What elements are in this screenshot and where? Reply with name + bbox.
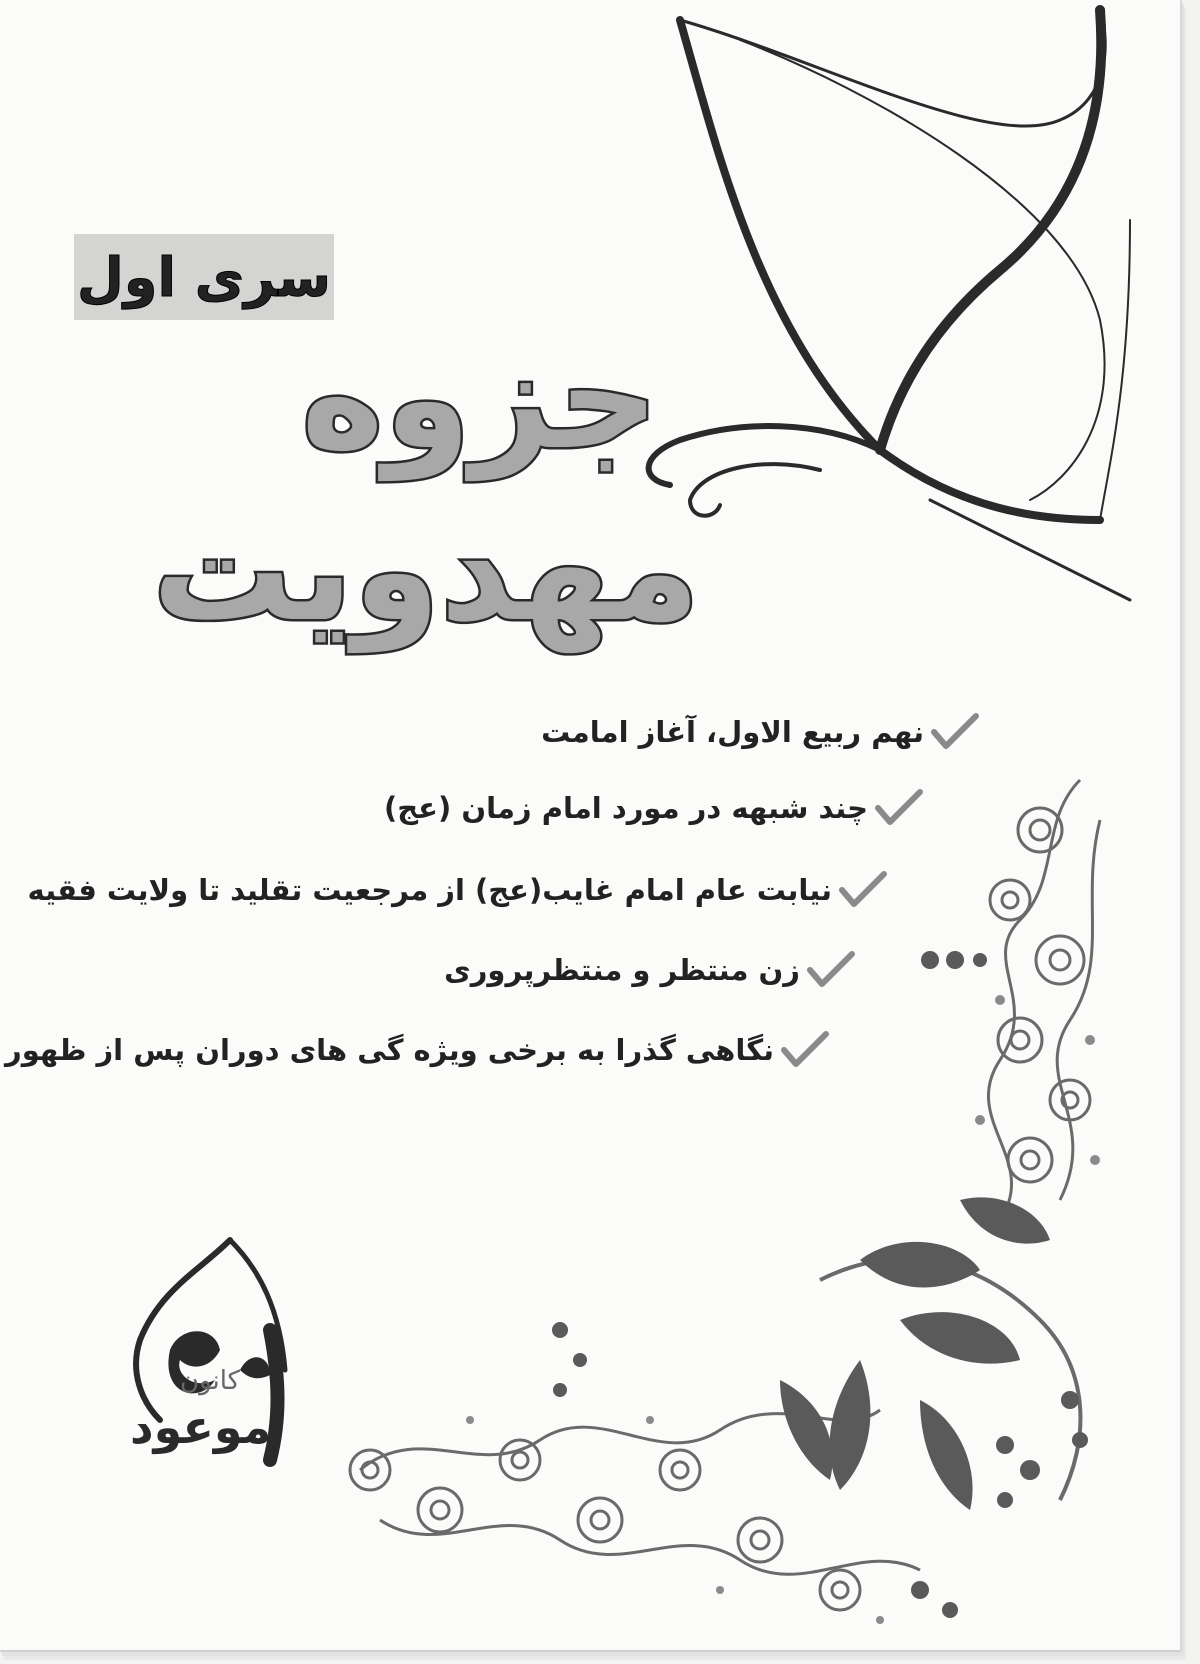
- checkmark-icon: [778, 1028, 830, 1072]
- toc-item-label: نهم ربیع الاول، آغاز امامت: [541, 715, 924, 749]
- checkmark-icon: [804, 948, 856, 992]
- toc-item-label: چند شبهه در مورد امام زمان (عج): [384, 791, 868, 825]
- toc-item: [444, 948, 856, 992]
- series-badge: [74, 234, 334, 320]
- toc-item: [28, 868, 888, 912]
- checkmark-icon: [928, 710, 980, 754]
- toc-item: [384, 786, 924, 830]
- logo-name: موعود: [130, 1400, 272, 1454]
- title-line-2: مهدویت: [152, 490, 700, 653]
- title-line-1: جزوه: [301, 318, 659, 481]
- toc-item-label: نیابت عام امام غایب(عج) از مرجعیت تقلید تا ولایت فقیه: [27, 873, 832, 907]
- toc-item-label: زن منتظر و منتظرپروری: [444, 953, 800, 987]
- checkmark-icon: [836, 868, 888, 912]
- series-label: سری اول: [77, 245, 331, 309]
- checkmark-icon: [872, 786, 924, 830]
- logo-subtitle: کانون: [180, 1366, 241, 1396]
- toc-item: [5, 1028, 830, 1072]
- toc-item: [541, 710, 980, 754]
- toc-item-label: نگاهی گذرا به برخی ویژه گی های دوران پس از ظهور: [5, 1033, 774, 1067]
